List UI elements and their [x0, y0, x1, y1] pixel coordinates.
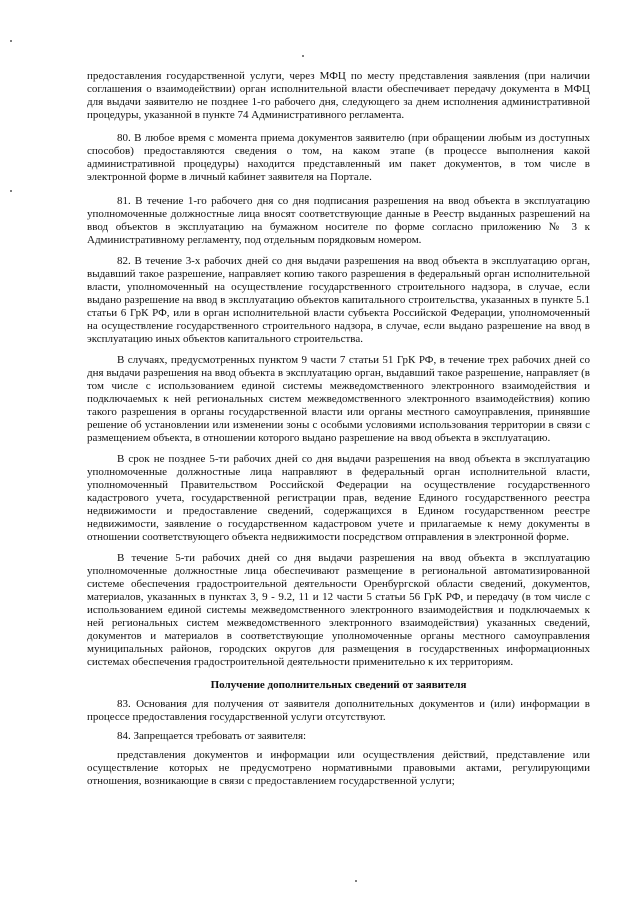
paragraph-80: 80. В любое время с момента приема документов заявителю (при обращении любым из доступных способов) предоставляются сведения о том, на каком этапе (в процессе выполнения какой административной процедуры) находится представленный им пакет документов, в том числе в электронной форме в личный кабинет заявителя на Портале. — [87, 132, 590, 183]
scan-speck — [10, 40, 12, 42]
paragraph-84-item: представления документов и информации или осуществления действий, представление или осуществление которых не предусмотрено нормативными правовыми актами, регулирующими отношения, возникающие в связи с предоставлением государственной услуги; — [87, 749, 590, 787]
paragraph-79-continuation: предоставления государственной услуги, через МФЦ по месту представления заявления (при наличии соглашения о взаимодействии) орган исполнительной власти обеспечивает передачу документа в МФЦ для выдачи заявителю не позднее 1-го рабочего дня, следующего за днем исполнения административной процедуры, указанной в пункте 74 Административного регламента. — [87, 70, 590, 121]
scan-speck — [302, 55, 304, 57]
paragraph-82-cases: В случаях, предусмотренных пунктом 9 части 7 статьи 51 ГрК РФ, в течение трех рабочих дней со дня выдачи разрешения на ввод объекта в эксплуатацию орган, выдавший такое разрешение, направляет (в том числе с использованием единой системы межведомственного электронного взаимодействия и подключаемых к ней региональных систем межведомственного электронного взаимодействия) копию такого разрешения в органы государственной власти или органы местного самоуправления, принявшие решение об установлении или изменении зоны с особыми условиями использования территории в связи с размещением объекта, в отношении которого выдано разрешение на ввод объекта в эксплуатацию. — [87, 354, 590, 444]
paragraph-84: 84. Запрещается требовать от заявителя: — [117, 730, 307, 742]
paragraph-83: 83. Основания для получения от заявителя дополнительных документов и (или) информации в процессе предоставления государственной услуги отсутствуют. — [87, 698, 590, 723]
paragraph-82: 82. В течение 3-х рабочих дней со дня выдачи разрешения на ввод объекта в эксплуатацию орган, выдавший такое разрешение, направляет копию такого разрешения в федеральный орган исполнительной власти, уполномоченный на осуществление государственного строительного надзора, в случае, если выдано разрешение на ввод в эксплуатацию объектов капитального строительства, указанных в пункте 5.1 статьи 6 ГрК РФ, или в орган исполнительной власти субъекта Российской Федерации, уполномоченный на осуществление государственного строительного надзора, в случае, если выдано разрешение на ввод в эксплуатацию иных объектов капитального строительства. — [87, 255, 590, 345]
scan-speck — [10, 190, 12, 192]
paragraph-82-cadastral: В срок не позднее 5-ти рабочих дней со дня выдачи разрешения на ввод объекта в эксплуатацию уполномоченные должностные лица направляют в федеральный орган исполнительной власти, уполномоченный Правительством Российской Федерации на осуществление государственного кадастрового учета, государственной регистрации прав, ведение Единого государственного реестра недвижимости и предоставление сведений, содержащихся в Едином государственном реестре недвижимости, заявление о государственном кадастровом учете и прилагаемые к нему документы в отношении соответствующего объекта недвижимости посредством отправления в электронной форме. — [87, 453, 590, 543]
scan-speck — [355, 880, 357, 882]
paragraph-81: 81. В течение 1-го рабочего дня со дня подписания разрешения на ввод объекта в эксплуатацию уполномоченные должностные лица вносят соответствующие данные в Реестр выданных разрешений на ввод объектов в эксплуатацию на бумажном носителе по форме согласно приложению № 3 к Административному регламенту, под отдельным порядковым номером. — [87, 195, 590, 246]
paragraph-82-isogd: В течение 5-ти рабочих дней со дня выдачи разрешения на ввод объекта в эксплуатацию уполномоченные должностные лица обеспечивают размещение в региональной автоматизированной системе обеспечения градостроительной деятельности Оренбургской области сведений, документов, материалов, указанных в пунктах 3, 9 - 9.2, 11 и 12 части 5 статьи 56 ГрК РФ, и передачу (в том числе с использованием единой системы межведомственного электронного взаимодействия и подключаемых к ней региональных систем межведомственного электронного взаимодействия) указанных сведений, документов и материалов в соответствующие уполномоченные органы местного самоуправления муниципальных районов, городских округов для размещения в государственных информационных системах обеспечения градостроительной деятельности применительно к их территориям. — [87, 552, 590, 668]
section-heading: Получение дополнительных сведений от заявителя — [210, 679, 467, 691]
